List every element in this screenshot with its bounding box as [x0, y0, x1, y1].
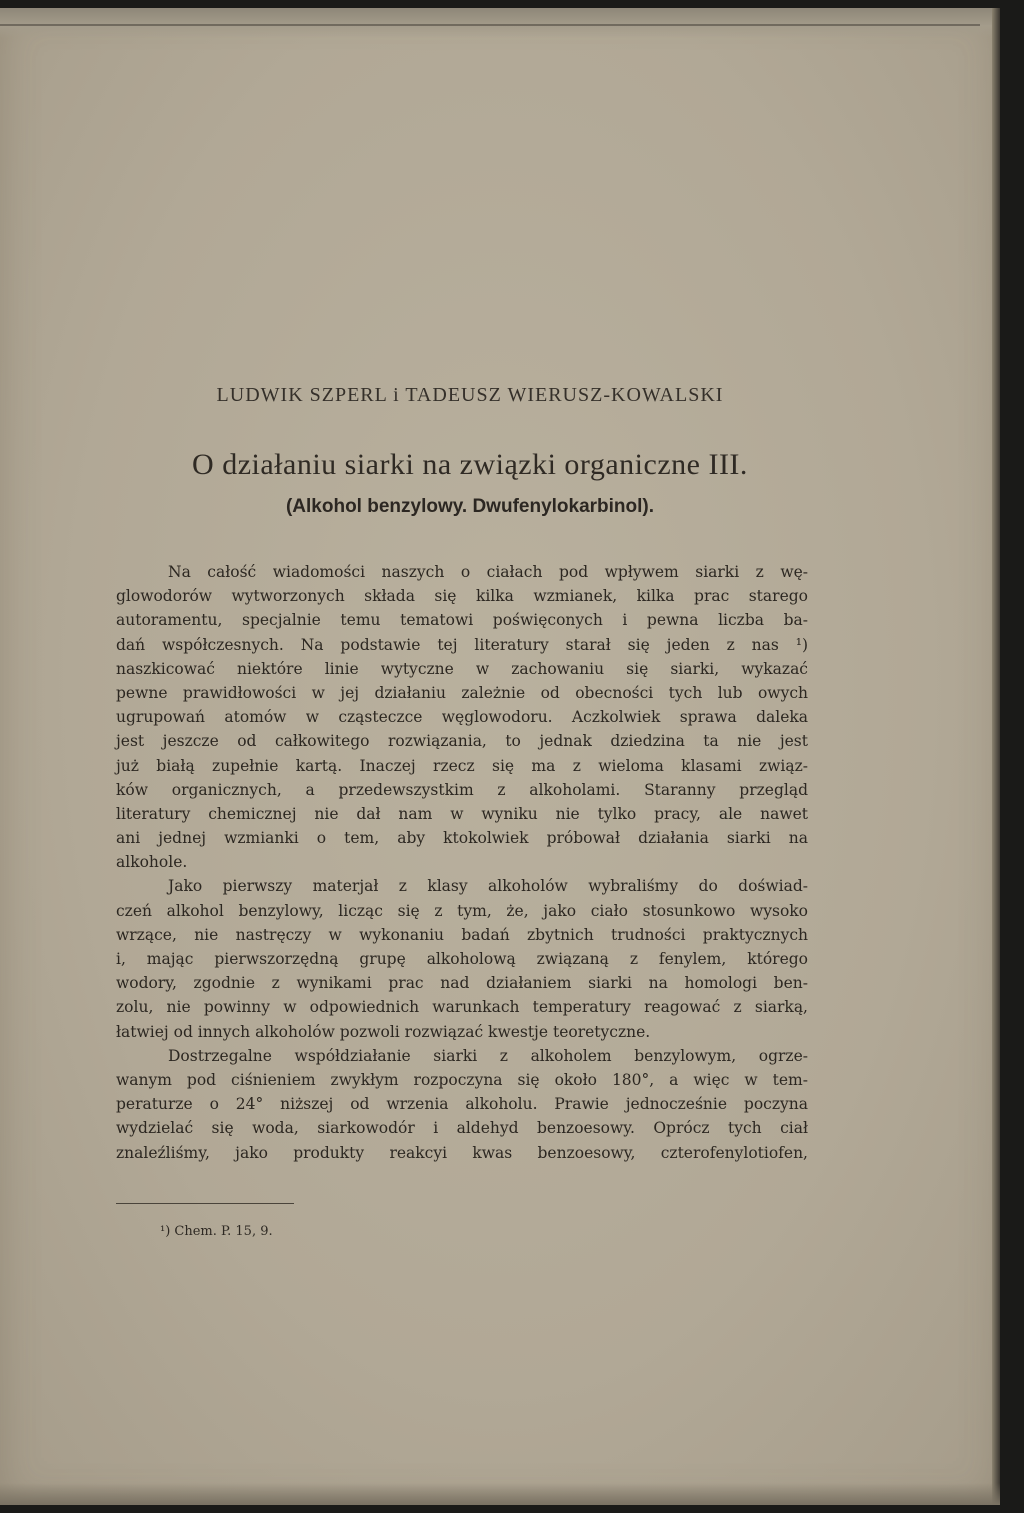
- footnote: ¹) Chem. P. 15, 9.: [160, 1224, 273, 1239]
- body-line: ków organicznych, a przedewszystkim z alkoholami. Staranny przegląd: [116, 780, 808, 799]
- body-line: Jako pierwszy materjał z klasy alkoholów wybraliśmy do doświad-: [168, 877, 808, 896]
- body-line: dań współczesnych. Na podstawie tej literatury starał się jeden z nas ¹): [116, 635, 808, 654]
- article-title: O działaniu siarki na związki organiczne III.: [192, 448, 748, 481]
- body-line: wanym pod ciśnieniem zwykłym rozpoczyna się około 180°, a więc w tem-: [116, 1070, 808, 1089]
- body-line: ugrupowań atomów w cząsteczce węglowodoru. Aczkolwiek sprawa daleka: [116, 708, 808, 727]
- body-line: autoramentu, specjalnie temu tematowi poświęconych i pewna liczba ba-: [116, 611, 808, 630]
- footnote-rule: [116, 1203, 294, 1204]
- page-bottom-edge: [0, 1483, 1000, 1505]
- article-subtitle: (Alkohol benzylowy. Dwufenylokarbinol).: [285, 496, 655, 517]
- body-line: już białą zupełnie kartą. Inaczej rzecz się ma z wieloma klasami związ-: [116, 756, 808, 775]
- body-line: naszkicować niektóre linie wytyczne w zachowaniu się siarki, wykazać: [116, 659, 808, 678]
- body-line: literatury chemicznej nie dał nam w wyniku nie tylko pracy, ale nawet: [116, 804, 808, 823]
- body-line: znaleźliśmy, jako produkty reakcyi kwas benzoesowy, czterofenylotiofen,: [116, 1143, 808, 1162]
- body-text: [116, 560, 808, 1165]
- body-line: łatwiej od innych alkoholów pozwoli rozwiązać kwestje teoretyczne.: [116, 1022, 651, 1041]
- body-line: wrzące, nie nastręczy w wykonaniu badań zbytnich trudności praktycznych: [116, 925, 808, 944]
- body-line: zolu, nie powinny w odpowiednich warunkach temperatury reagować z siarką,: [116, 998, 808, 1017]
- page-top-edge: [0, 8, 1000, 38]
- body-line: alkohole.: [116, 853, 188, 872]
- top-rule: [0, 24, 980, 26]
- body-line: i, mając pierwszorzędną grupę alkoholową związaną z fenylem, którego: [116, 950, 808, 968]
- body-line: ani jednej wzmianki o tem, aby ktokolwiek próbował działania siarki na: [116, 829, 808, 848]
- authors: LUDWIK SZPERL i TADEUSZ WIERUSZ-KOWALSKI: [216, 384, 724, 406]
- body-line: peraturze o 24° niższej od wrzenia alkoholu. Prawie jednocześnie poczyna: [116, 1095, 808, 1114]
- page-right-edge: [992, 8, 1000, 1505]
- body-line: jest jeszcze od całkowitego rozwiązania, to jednak dziedzina ta nie jest: [116, 732, 808, 751]
- body-line: Na całość wiadomości naszych o ciałach pod wpływem siarki z wę-: [168, 563, 808, 581]
- body-line: wydzielać się woda, siarkowodór i aldehyd benzoesowy. Oprócz tych ciał: [116, 1119, 808, 1138]
- body-line: czeń alkohol benzylowy, licząc się z tym, że, jako ciało stosunkowo wysoko: [116, 901, 808, 920]
- body-line: wodory, zgodnie z wynikami prac nad działaniem siarki na homologi ben-: [116, 974, 808, 993]
- body-line: glowodorów wytworzonych składa się kilka wzmianek, kilka prac starego: [116, 587, 808, 606]
- body-line: pewne prawidłowości w jej działaniu zależnie od obecności tych lub owych: [116, 683, 808, 702]
- body-line: Dostrzegalne współdziałanie siarki z alkoholem benzylowym, ogrze-: [168, 1046, 808, 1065]
